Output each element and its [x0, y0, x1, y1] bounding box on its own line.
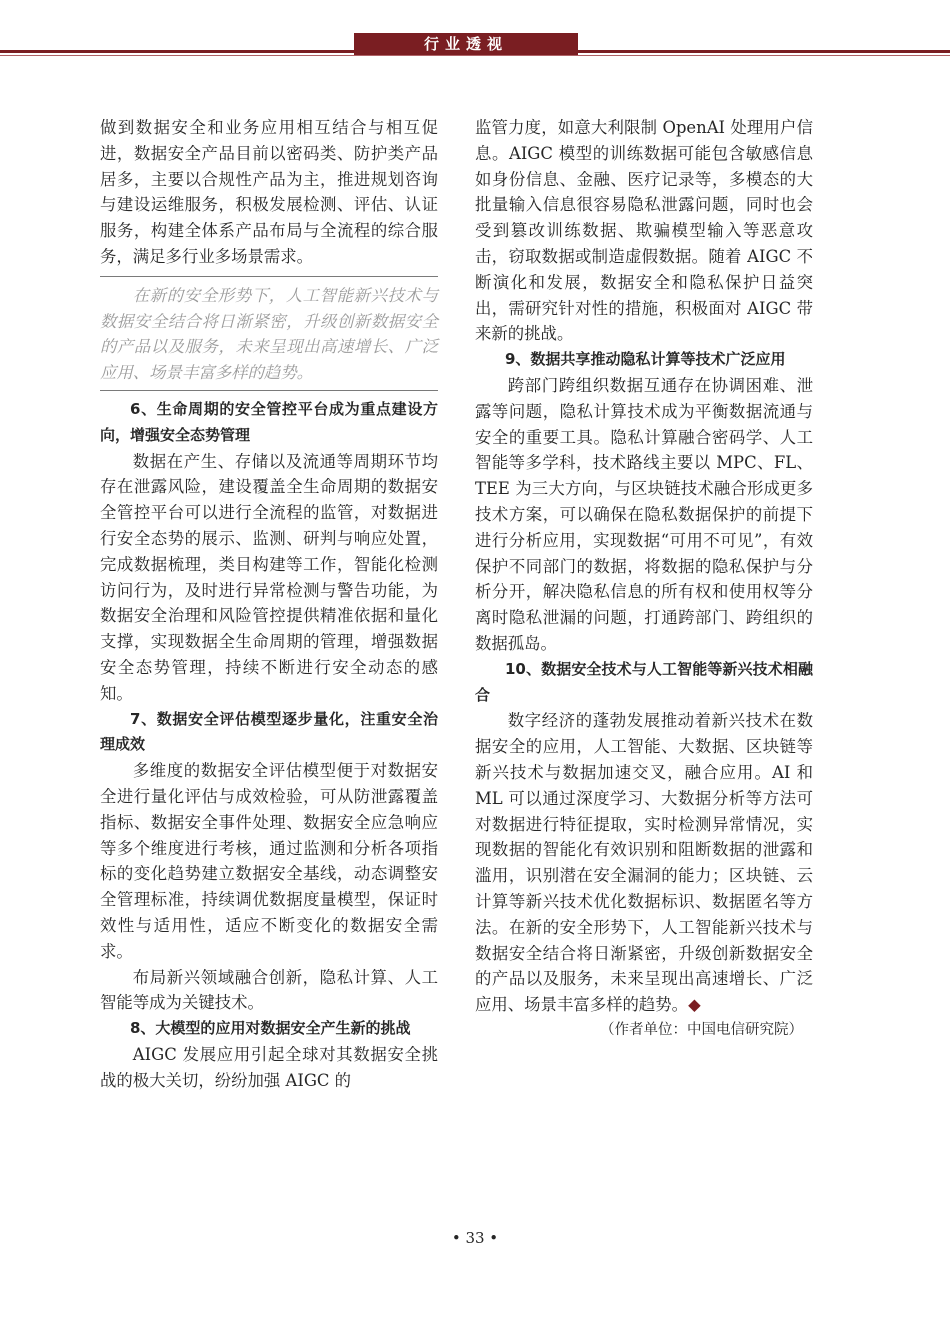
paragraph: 数据在产生、存储以及流通等周期环节均存在泄露风险，建设覆盖全生命周期的数据安全管控平台可以进行全流程的监管，对数据进行安全态势的展示、监测、研判与响应处置，完成数据梳理，类目构建等工作，智能化检测访问行为，及时进行异常检测与警告功能，为数据安全治理和风险管控提供精准依据和量化支撑，实现数据全生命周期的管理，增强数据安全态势管理，持续不断进行安全动态的感知。: [100, 451, 438, 703]
author-affiliation: （作者单位：中国电信研究院）: [600, 1021, 803, 1038]
right-column: [475, 115, 813, 1044]
section-heading-10: 10、数据安全技术与人工智能等新兴技术相融合: [475, 659, 813, 704]
paragraph-text: 数字经济的蓬勃发展推动着新兴技术在数据安全的应用，人工智能、大数据、区块链等新兴技术与数据加速交叉，融合应用。AI 和 ML 可以通过深度学习、大数据分析等方法可对数据进行特征提取，实时检测异常情况，实现数据的智能化有效识别和阻断数据的泄露和滥用，识别潜在安全漏洞的能力；区块链、云计算等新兴技术优化数据标识、数据匿名等方法。在新的安全形势下，人工智能新兴技术与数据安全结合将日渐紧密，升级创新数据安全的产品以及服务，未来呈现出高速增长、广泛应用、场景丰富多样的趋势。: [475, 711, 813, 1015]
paragraph: AIGC 发展应用引起全球对其数据安全挑战的极大关切，纷纷加强 AIGC 的: [100, 1044, 438, 1090]
end-mark-icon: ◆: [688, 995, 701, 1015]
page-number: • 33 •: [451, 1229, 499, 1247]
left-column: [100, 115, 438, 1093]
pull-quote: [100, 276, 438, 391]
header-rule-thin: [0, 55, 950, 56]
paragraph: 布局新兴领域融合创新，隐私计算、人工智能等成为关键技术。: [100, 967, 438, 1013]
section-heading-7: 7、数据安全评估模型逐步量化，注重安全治理成效: [100, 709, 438, 754]
paragraph-final: [475, 708, 813, 1018]
paragraph: 跨部门跨组织数据互通存在协调困难、泄露等问题，隐私计算技术成为平衡数据流通与安全的重要工具。隐私计算融合密码学、人工智能等多学科，技术路线主要以 MPC、FL、TEE 为三大方向，与区块链技术融合形成更多技术方案，可以确保在隐私数据保护的前提下进行分析应用，实现数据“可用不可见”，有效保护不同部门的数据，将数据的隐私保护与分析分开，解决隐私信息的所有权和使用权等分离时隐私泄漏的问题，打通跨部门、跨组织的数据孤岛。: [475, 375, 813, 653]
section-heading-8: 8、大模型的应用对数据安全产生新的挑战: [130, 1019, 411, 1038]
paragraph: 监管力度，如意大利限制 OpenAI 处理用户信息。AIGC 模型的训练数据可能包含敏感信息如身份信息、金融、医疗记录等，多模态的大批量输入信息很容易隐私泄露问题，同时也会受到篡改训练数据、欺骗模型输入等恶意攻击，窃取数据或制造虚假数据。随着 AIGC 不断演化和发展，数据安全和隐私保护日益突出，需研究针对性的措施，积极面对 AIGC 带来新的挑战。: [475, 118, 813, 344]
paragraph: 做到数据安全和业务应用相互结合与相互促进，数据安全产品目前以密码类、防护类产品居多，主要以合规性产品为主，推进规划咨询与建设运维服务，积极发展检测、评估、认证服务，构建全体系产品布局与全流程的综合服务，满足多行业多场景需求。: [100, 118, 438, 266]
pull-quote-text: 在新的安全形势下，人工智能新兴技术与数据安全结合将日渐紧密，升级创新数据安全的产品以及服务，未来呈现出高速增长、广泛应用、场景丰富多样的趋势。: [100, 285, 438, 383]
paragraph: 多维度的数据安全评估模型便于对数据安全进行量化评估与成效检验，可从防泄露覆盖指标、数据安全事件处理、数据安全应急响应等多个维度进行考核，通过监测和分析各项指标的变化趋势建立数据安全基线，动态调整安全管理标准，持续调优数据度量模型，保证时效性与适用性，适应不断变化的数据安全需求。: [100, 761, 438, 961]
section-heading-9: 9、数据共享推动隐私计算等技术广泛应用: [505, 350, 786, 369]
section-tab: 行业透视: [354, 33, 578, 55]
section-heading-6: 6、生命周期的安全管控平台成为重点建设方向，增强安全态势管理: [100, 399, 438, 444]
